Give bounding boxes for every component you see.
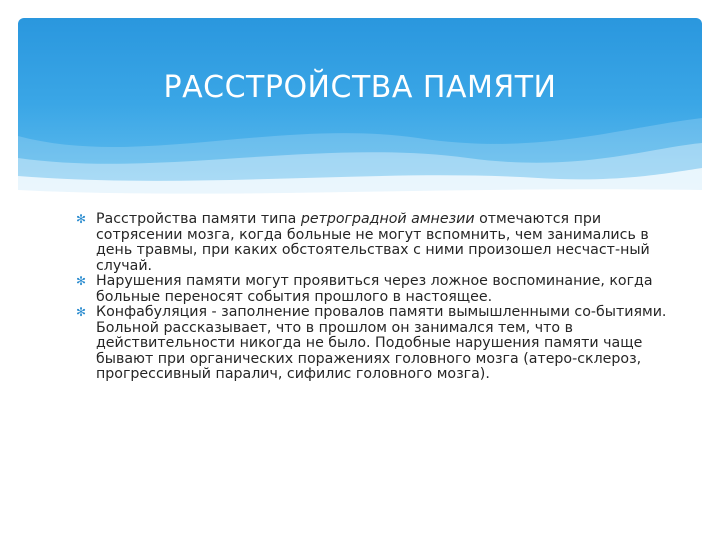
list-item (76, 274, 676, 305)
item-text: Расстройства памяти типа (96, 211, 301, 227)
asterisk-icon: ✻ (76, 305, 87, 319)
item-text-cont: отмечаются при сотрясении мозга, когда больные не могут вспомнить, чем занимались в день травмы, при каких обстоятельствах с ними произошел несчаст-ный случай. (96, 211, 650, 274)
asterisk-icon: ✻ (76, 274, 87, 288)
item-text: Конфабуляция - заполнение провалов памяти вымышленными со-бытиями. Больной рассказывает, что в прошлом он занимался тем, что в действительности никогда не было. Подобные нарушения памяти чаще бывают при органических поражениях головного мозга (атеро-склероз, прогрессивный паралич, сифилис головного мозга). (96, 304, 667, 382)
list-item (76, 305, 676, 383)
bullet-list (76, 212, 676, 383)
item-emphasis: ретроградной амнезии (300, 211, 475, 227)
item-text: Нарушения памяти могут проявиться через ложное воспоминание, когда больные переносят события прошлого в настоящее. (96, 273, 653, 305)
asterisk-icon: ✻ (76, 212, 87, 226)
wave-decoration (18, 18, 702, 208)
slide-title: РАССТРОЙСТВА ПАМЯТИ (163, 70, 557, 105)
list-item (76, 212, 676, 274)
title-banner (18, 18, 702, 208)
